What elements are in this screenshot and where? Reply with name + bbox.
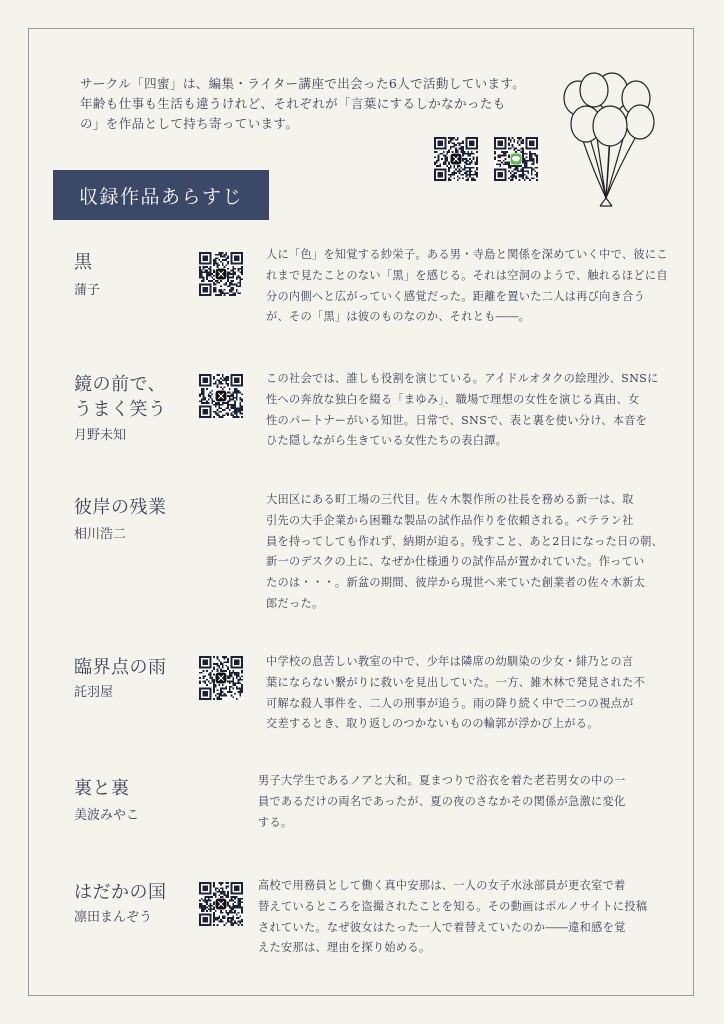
section-title-box	[53, 170, 269, 220]
work-qr-code[interactable]	[199, 374, 243, 418]
intro-text	[80, 74, 560, 134]
work-title-line: 鏡の前で、	[74, 374, 167, 395]
intro-line: 年齢も仕事も生活も違うけれど、それぞれが「言葉にするしかなかったも	[80, 96, 506, 111]
work-author: 相川浩二	[74, 527, 127, 542]
intro-line: サークル「四蜜」は、編集・ライター講座で出会った6人で活動しています。	[80, 76, 526, 91]
section-title: 収録作品あらすじ	[78, 185, 243, 208]
synopsis-line: が、その「黒」は彼のものなのか、それとも――。	[266, 310, 531, 324]
work-synopsis	[258, 876, 647, 959]
synopsis-line: 大田区にある町工場の三代目。佐々木製作所の社長を務める新一は、取	[266, 493, 634, 506]
synopsis-line: 男子大学生であるノアと大和。夏まつりで浴衣を着た老若男女の中の一	[258, 774, 626, 787]
work-title-line: 彼岸の残業	[74, 497, 167, 518]
work-author: 託羽屋	[74, 685, 114, 700]
work-title	[74, 880, 167, 905]
work-author: 月野未知	[74, 428, 127, 443]
synopsis-line: たのは・・・。新盆の期間、彼岸から現世へ来ていた創業者の佐々木新太	[266, 576, 646, 590]
synopsis-line: 中学校の息苦しい教室の中で、少年は隣席の幼馴染の少女・緋乃との言	[266, 655, 634, 668]
intro-line: の」を作品として持ち寄っています。	[80, 116, 299, 131]
synopsis-line: 可解な殺人事件を、二人の刑事が追う。雨の降り続く中で二つの視点が	[266, 696, 634, 710]
work-author: 蒲子	[74, 283, 101, 298]
synopsis-line: 郎だった。	[266, 596, 324, 610]
work-title-line: 臨界点の雨	[74, 657, 167, 678]
synopsis-line: 引先の大手企業から困難な製品の試作品作りを依頼される。ベテラン社	[266, 513, 634, 527]
work-synopsis	[266, 369, 659, 452]
synopsis-line: 人に「色」を知覚する紗栄子。ある男・寺島と関係を深めていく中で、彼にこ	[266, 248, 668, 261]
synopsis-line: されていた。なぜ彼女はたった一人で着替えていたのか――違和感を覚	[258, 920, 626, 934]
synopsis-line: この社会では、誰しも役割を演じている。アイドルオタクの絵理沙、SNSに	[266, 372, 659, 385]
line-account-qr-code[interactable]	[494, 137, 538, 181]
x-account-qr-code[interactable]	[434, 137, 478, 181]
work-qr-code[interactable]	[199, 656, 243, 700]
work-title	[74, 655, 167, 680]
work-title-line: うまく笑う	[74, 399, 167, 420]
work-qr-code[interactable]	[199, 882, 243, 926]
balloons-illustration	[560, 70, 656, 212]
work-synopsis	[266, 245, 668, 328]
synopsis-line: 分の内側へと広がっていく感覚だった。距離を置いた二人は再び向き合う	[266, 289, 646, 303]
work-title	[74, 776, 130, 801]
work-synopsis	[266, 490, 663, 615]
synopsis-line: れまで見たことのない「黒」を感じる。それは空洞のようで、触れるほどに自	[266, 268, 668, 282]
work-title-line: 裏と裏	[74, 778, 130, 799]
synopsis-line: 交差するとき、取り返しのつかないものの輪郭が浮かび上がる。	[266, 717, 599, 731]
synopsis-line: 性への奔放な独白を綴る「まゆみ」、職場で理想の女性を演じる真由、女	[266, 392, 640, 406]
synopsis-line: えた安那は、理由を探り始める。	[258, 941, 431, 955]
synopsis-line: 替えているところを盗撮されたことを知る。その動画はポルノサイトに投稿	[258, 899, 648, 913]
work-author: 凛田まんぞう	[74, 910, 153, 925]
work-title	[74, 372, 167, 422]
work-qr-code[interactable]	[199, 252, 243, 296]
synopsis-line: 員を持ってしても作れず、納期が迫る。残すこと、あと2日になった日の朝、	[266, 534, 664, 548]
work-title	[74, 250, 93, 275]
work-title-line: 黒	[74, 252, 93, 273]
work-synopsis	[266, 652, 645, 735]
synopsis-line: 新一のデスクの上に、なぜか仕様通りの試作品が置かれていた。作ってい	[266, 555, 645, 569]
synopsis-line: 員であるだけの両名であったが、夏の夜のさなかその関係が急激に変化	[258, 794, 626, 808]
work-title-line: はだかの国	[74, 882, 167, 903]
synopsis-line: 性のパートナーがいる知世。日常で、SNSで、表と裏を使い分け、本音を	[266, 413, 648, 427]
work-synopsis	[258, 771, 626, 833]
synopsis-line: する。	[258, 815, 293, 829]
work-author: 美波みやこ	[74, 808, 140, 823]
synopsis-line: 葉にならない繋がりに救いを見出していた。一方、雑木林で発見された不	[266, 675, 646, 689]
synopsis-line: 高校で用務員として働く真中安那は、一人の女子水泳部員が更衣室で着	[258, 879, 626, 892]
synopsis-line: ひた隠しながら生きている女性たちの表白譚。	[266, 434, 508, 448]
work-title	[74, 495, 167, 520]
